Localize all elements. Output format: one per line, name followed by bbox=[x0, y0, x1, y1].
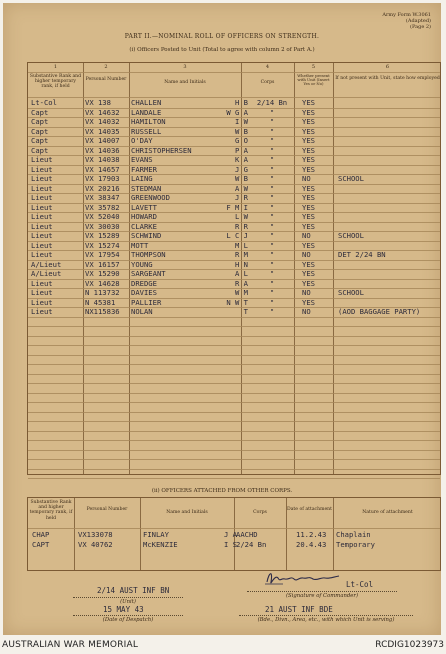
attached-header-date: Date of attachment bbox=[287, 507, 332, 512]
col-number: 5 bbox=[311, 64, 316, 70]
number-cell: VX 15274 bbox=[85, 240, 120, 250]
number-cell: VX 15290 bbox=[85, 269, 120, 278]
attached-header-corps: Corps bbox=[253, 510, 267, 515]
name-cell: DAVIES bbox=[131, 288, 157, 297]
row-rule bbox=[28, 336, 440, 337]
initials-cell: F M I bbox=[226, 202, 248, 212]
attached-header-number: Personal Number bbox=[86, 507, 128, 512]
corps-cell: " bbox=[269, 278, 275, 288]
attached-table bbox=[27, 497, 441, 571]
name-cell: DREDGE bbox=[131, 278, 157, 288]
number-cell: VX 14657 bbox=[85, 164, 120, 174]
corps-cell: " bbox=[269, 174, 275, 183]
table-row bbox=[28, 222, 442, 232]
number-cell: NX115836 bbox=[85, 307, 120, 316]
present-cell: YES bbox=[302, 117, 315, 126]
rank-cell: Lieut bbox=[31, 212, 53, 221]
corps-cell: " bbox=[269, 288, 275, 297]
table-row bbox=[28, 269, 442, 279]
corps-cell: " bbox=[269, 183, 275, 193]
corps-cell: " bbox=[269, 231, 275, 240]
corps-cell: " bbox=[269, 269, 275, 278]
unit-line bbox=[73, 597, 183, 598]
number-cell: VX 14632 bbox=[85, 107, 120, 117]
commander-rank: Lt-Col bbox=[346, 580, 374, 589]
name-cell: MOTT bbox=[131, 240, 149, 250]
table-row bbox=[28, 307, 442, 317]
rank-cell: Lieut bbox=[31, 278, 53, 288]
row-rule bbox=[28, 193, 440, 194]
corps-cell: 2/14 Bn bbox=[256, 98, 288, 107]
table-row bbox=[28, 155, 442, 165]
row-rule bbox=[28, 117, 440, 118]
number-cell: VX 20216 bbox=[85, 183, 120, 193]
present-cell: YES bbox=[302, 107, 315, 117]
row-rule bbox=[28, 469, 440, 470]
rank-cell: Capt bbox=[31, 136, 49, 145]
corps-cell: " bbox=[269, 117, 275, 126]
rank-cell: CAPT bbox=[32, 540, 50, 549]
row-rule bbox=[28, 317, 440, 318]
present-cell: YES bbox=[302, 240, 315, 250]
col-header-name: Name and Initials bbox=[164, 80, 206, 85]
name-cell: HAMILTON bbox=[131, 117, 166, 126]
initials-cell: P A bbox=[235, 145, 248, 155]
archive-id: RCDIG1023973 bbox=[375, 640, 444, 650]
corps-cell: " bbox=[269, 250, 275, 259]
initials-cell: R A bbox=[235, 278, 248, 288]
rank-cell: Lieut bbox=[31, 240, 53, 250]
row-rule bbox=[28, 165, 440, 166]
present-cell: YES bbox=[302, 183, 315, 193]
name-cell: LANDALE bbox=[131, 107, 162, 117]
initials-cell: I W bbox=[235, 117, 248, 126]
row-rule bbox=[28, 136, 440, 137]
initials-cell: J G bbox=[235, 164, 248, 174]
part-title: PART II.—NOMINAL ROLL OF OFFICERS ON STRENGTH. bbox=[124, 33, 320, 40]
table-row bbox=[28, 127, 442, 137]
initials-cell: W B bbox=[235, 126, 248, 136]
date-cell: 20.4.43 bbox=[296, 540, 327, 549]
name-cell: EVANS bbox=[131, 155, 153, 164]
initials-cell: W M bbox=[235, 288, 248, 297]
initials-cell: G O bbox=[235, 136, 248, 145]
rank-cell: Lieut bbox=[31, 297, 53, 307]
employment-cell: SCHOOL bbox=[338, 288, 364, 297]
initials-cell: J R bbox=[235, 193, 248, 202]
name-cell: CHALLEN bbox=[131, 98, 162, 107]
table-row bbox=[28, 98, 442, 108]
col-number: 1 bbox=[53, 64, 58, 70]
table-row bbox=[28, 540, 442, 550]
initials-cell: N W T bbox=[226, 297, 248, 307]
table-row bbox=[28, 174, 442, 184]
name-cell: FARMER bbox=[131, 164, 157, 174]
part-subtitle: (i) Officers Posted to Unit (Total to agree with column 2 of Part A.) bbox=[129, 47, 315, 53]
initials-cell: R R bbox=[235, 221, 248, 231]
row-rule bbox=[28, 241, 440, 242]
row-rule bbox=[28, 222, 440, 223]
table-row bbox=[28, 298, 442, 308]
row-rule bbox=[28, 421, 440, 422]
number-cell: VX 38347 bbox=[85, 193, 120, 202]
row-rule bbox=[28, 393, 440, 394]
col-header-employment: If not present with Unit, state how employed bbox=[335, 76, 440, 81]
row-rule bbox=[28, 155, 440, 156]
present-cell: YES bbox=[302, 259, 315, 269]
name-cell: GREENWOOD bbox=[131, 193, 170, 202]
present-cell: NO bbox=[302, 250, 311, 259]
row-rule bbox=[28, 383, 440, 384]
row-rule bbox=[28, 364, 440, 365]
table-row bbox=[28, 231, 442, 241]
number-cell: VX 138 bbox=[85, 98, 111, 107]
row-rule bbox=[28, 459, 440, 460]
table-row bbox=[28, 146, 442, 156]
present-cell: YES bbox=[302, 136, 315, 145]
initials-cell: J A bbox=[224, 530, 237, 539]
row-rule bbox=[28, 174, 440, 175]
initials-cell: A L bbox=[235, 269, 248, 278]
corps-cell: " bbox=[269, 202, 275, 212]
name-cell: LAVETT bbox=[131, 202, 157, 212]
name-cell: O'DAY bbox=[131, 136, 153, 145]
date-cell: 11.2.43 bbox=[296, 530, 327, 539]
corps-cell: " bbox=[269, 212, 275, 221]
rank-cell: Lieut bbox=[31, 183, 53, 193]
number-cell: VX133078 bbox=[78, 530, 113, 539]
present-cell: YES bbox=[302, 221, 315, 231]
present-cell: YES bbox=[302, 164, 315, 174]
initials-cell: L W bbox=[235, 212, 248, 221]
name-cell: CLARKE bbox=[131, 221, 157, 231]
unit-value: 2/14 AUST INF BN bbox=[97, 586, 170, 595]
table-row bbox=[28, 260, 442, 270]
initials-cell: I S bbox=[224, 540, 237, 549]
formation-caption: (Bde., Divn., Area, etc., with which Unit is serving) bbox=[257, 617, 395, 623]
rank-cell: A/Lieut bbox=[31, 269, 62, 278]
row-rule bbox=[28, 298, 440, 299]
name-cell: McKENZIE bbox=[143, 540, 178, 549]
rank-cell: Capt bbox=[31, 145, 49, 155]
corps-cell: 2/24 Bn bbox=[236, 540, 267, 549]
col-number: 2 bbox=[104, 64, 108, 70]
row-rule bbox=[28, 440, 440, 441]
col-number: 3 bbox=[183, 64, 187, 70]
nature-cell: Temporary bbox=[336, 540, 375, 549]
present-cell: YES bbox=[302, 145, 315, 155]
rank-cell: Lieut bbox=[31, 250, 53, 259]
number-cell: VX 14038 bbox=[85, 155, 120, 164]
archive-footer bbox=[0, 638, 446, 654]
corps-cell: " bbox=[269, 155, 275, 164]
table-row bbox=[28, 136, 442, 146]
employment-cell: DET 2/24 BN bbox=[338, 250, 386, 259]
row-rule bbox=[28, 478, 440, 479]
table-row bbox=[28, 165, 442, 175]
row-rule bbox=[28, 146, 440, 147]
name-cell: LAING bbox=[131, 174, 153, 183]
present-cell: NO bbox=[302, 174, 311, 183]
date-caption: (Date of Despatch) bbox=[102, 617, 154, 623]
table-row bbox=[28, 184, 442, 194]
corps-cell: " bbox=[269, 307, 275, 316]
corps-cell: " bbox=[269, 240, 275, 250]
rank-cell: Lieut bbox=[31, 193, 53, 202]
row-rule bbox=[28, 127, 440, 128]
table-row bbox=[28, 250, 442, 260]
row-rule bbox=[28, 184, 440, 185]
row-rule bbox=[28, 279, 440, 280]
present-cell: YES bbox=[302, 297, 315, 307]
table-row bbox=[28, 203, 442, 213]
name-cell: RUSSELL bbox=[131, 126, 162, 136]
present-cell: YES bbox=[302, 202, 315, 212]
corps-cell: " bbox=[269, 107, 275, 117]
row-rule bbox=[28, 212, 440, 213]
number-cell: VX 35782 bbox=[85, 202, 120, 212]
corps-cell: " bbox=[269, 136, 275, 145]
table-row bbox=[28, 212, 442, 222]
row-rule bbox=[28, 260, 440, 261]
rank-cell: Lieut bbox=[31, 221, 53, 231]
form-sheet bbox=[3, 3, 441, 635]
attached-title: (ii) OFFICERS ATTACHED FROM OTHER CORPS. bbox=[151, 488, 293, 494]
row-rule bbox=[28, 269, 440, 270]
attached-header-name: Name and Initials bbox=[166, 510, 208, 515]
corps-cell: " bbox=[269, 164, 275, 174]
commander-signature bbox=[261, 568, 346, 590]
table-row bbox=[28, 108, 442, 118]
present-cell: YES bbox=[302, 212, 315, 221]
number-cell: VX 15289 bbox=[85, 231, 120, 240]
corps-cell: AACHD bbox=[236, 530, 258, 539]
rank-cell: A/Lieut bbox=[31, 259, 62, 269]
row-rule bbox=[28, 450, 440, 451]
employment-cell: SCHOOL bbox=[338, 231, 364, 240]
table-row bbox=[28, 193, 442, 203]
corps-cell: " bbox=[269, 259, 275, 269]
row-rule bbox=[28, 412, 440, 413]
row-rule bbox=[28, 231, 440, 232]
number-cell: VX 14035 bbox=[85, 126, 120, 136]
name-cell: SCHWIND bbox=[131, 231, 162, 240]
present-cell: NO bbox=[302, 231, 311, 240]
despatch-date: 15 MAY 43 bbox=[103, 605, 144, 614]
col-header-number: Personal Number bbox=[85, 77, 127, 82]
col-number: 6 bbox=[385, 64, 390, 70]
name-cell: STEDMAN bbox=[131, 183, 162, 193]
attached-header-nature: Nature of attachment bbox=[362, 510, 413, 515]
col-number: 4 bbox=[265, 64, 270, 70]
signature-caption: (Signature of Commander) bbox=[285, 593, 359, 599]
formation-line bbox=[239, 615, 413, 616]
corps-cell: " bbox=[269, 126, 275, 136]
table-row bbox=[28, 279, 442, 289]
attached-header-rank: Substantive Rank and higher temporary rank, if held bbox=[29, 500, 73, 521]
name-cell: SARGEANT bbox=[131, 269, 166, 278]
number-cell: VX 40762 bbox=[78, 540, 113, 549]
initials-cell: A W bbox=[235, 183, 248, 193]
corps-cell: " bbox=[269, 221, 275, 231]
rank-cell: Capt bbox=[31, 107, 49, 117]
date-line bbox=[73, 615, 183, 616]
number-cell: N 45381 bbox=[85, 297, 116, 307]
initials-cell: W G A bbox=[226, 107, 248, 117]
number-cell: VX 14032 bbox=[85, 117, 120, 126]
number-cell: VX 16157 bbox=[85, 259, 120, 269]
present-cell: YES bbox=[302, 126, 315, 136]
number-cell: VX 30030 bbox=[85, 221, 120, 231]
table-row bbox=[28, 530, 442, 540]
name-cell: HOWARD bbox=[131, 212, 157, 221]
present-cell: YES bbox=[302, 98, 315, 107]
row-rule bbox=[28, 203, 440, 204]
col-header-rank: Substantive Rank and higher temporary rank, if held bbox=[29, 74, 82, 90]
number-cell: VX 14036 bbox=[85, 145, 120, 155]
initials-cell: L C J bbox=[226, 231, 248, 240]
row-rule bbox=[28, 326, 440, 327]
col-header-corps: Corps bbox=[260, 80, 275, 85]
rank-cell: Lieut bbox=[31, 202, 53, 212]
rank-cell: Lt-Col bbox=[31, 98, 57, 107]
row-rule bbox=[28, 345, 440, 346]
number-cell: N 113732 bbox=[85, 288, 120, 297]
corps-cell: " bbox=[269, 145, 275, 155]
row-rule bbox=[28, 307, 440, 308]
row-rule bbox=[28, 402, 440, 403]
employment-cell: SCHOOL bbox=[338, 174, 364, 183]
rank-cell: Capt bbox=[31, 126, 49, 136]
officers-table bbox=[27, 62, 441, 475]
present-cell: YES bbox=[302, 278, 315, 288]
table-row bbox=[28, 241, 442, 251]
number-cell: VX 52040 bbox=[85, 212, 120, 221]
number-cell: VX 17903 bbox=[85, 174, 120, 183]
table-row bbox=[28, 117, 442, 127]
rank-cell: CHAP bbox=[32, 530, 50, 539]
initials-cell: T bbox=[243, 307, 248, 316]
row-rule bbox=[28, 374, 440, 375]
form-number: Army Form W.3061 (Adapted) (Page 2) bbox=[382, 12, 431, 30]
rank-cell: Lieut bbox=[31, 288, 53, 297]
rank-cell: Lieut bbox=[31, 231, 53, 240]
formation-value: 21 AUST INF BDE bbox=[265, 605, 333, 614]
number-cell: VX 14628 bbox=[85, 278, 120, 288]
corps-cell: " bbox=[269, 297, 275, 307]
unit-caption: (Unit) bbox=[120, 599, 136, 605]
number-cell: VX 17954 bbox=[85, 250, 120, 259]
rank-cell: Lieut bbox=[31, 307, 53, 316]
present-cell: NO bbox=[302, 307, 311, 316]
row-rule bbox=[28, 250, 440, 251]
name-cell: YOUNG bbox=[131, 259, 153, 269]
present-cell: YES bbox=[302, 269, 315, 278]
name-cell: NOLAN bbox=[131, 307, 153, 316]
signature-line bbox=[247, 591, 397, 592]
initials-cell: W B bbox=[235, 174, 248, 183]
row-rule bbox=[28, 355, 440, 356]
initials-cell: R M bbox=[235, 250, 248, 259]
present-cell: YES bbox=[302, 193, 315, 202]
rank-cell: Lieut bbox=[31, 155, 53, 164]
nature-cell: Chaplain bbox=[336, 530, 371, 539]
col-header-present: Whether present with Unit (Insert Yes or No) bbox=[297, 73, 330, 87]
name-cell: THOMPSON bbox=[131, 250, 166, 259]
initials-cell: H B bbox=[235, 98, 248, 107]
number-cell: VX 14007 bbox=[85, 136, 120, 145]
row-rule bbox=[28, 431, 440, 432]
name-cell: FINLAY bbox=[143, 530, 169, 539]
table-row bbox=[28, 288, 442, 298]
name-cell: PALLIER bbox=[131, 297, 162, 307]
initials-cell: M L bbox=[235, 240, 248, 250]
employment-cell: (AOD BAGGAGE PARTY) bbox=[338, 307, 421, 316]
corps-cell: " bbox=[269, 193, 275, 202]
row-rule bbox=[28, 288, 440, 289]
present-cell: NO bbox=[302, 288, 311, 297]
initials-cell: H N bbox=[235, 259, 248, 269]
name-cell: CHRISTOPHERSEN bbox=[131, 145, 192, 155]
row-rule bbox=[28, 108, 440, 109]
present-cell: YES bbox=[302, 155, 315, 164]
rank-cell: Lieut bbox=[31, 174, 53, 183]
initials-cell: K A bbox=[235, 155, 248, 164]
rank-cell: Capt bbox=[31, 117, 49, 126]
rank-cell: Lieut bbox=[31, 164, 53, 174]
archive-name: AUSTRALIAN WAR MEMORIAL bbox=[2, 640, 139, 650]
